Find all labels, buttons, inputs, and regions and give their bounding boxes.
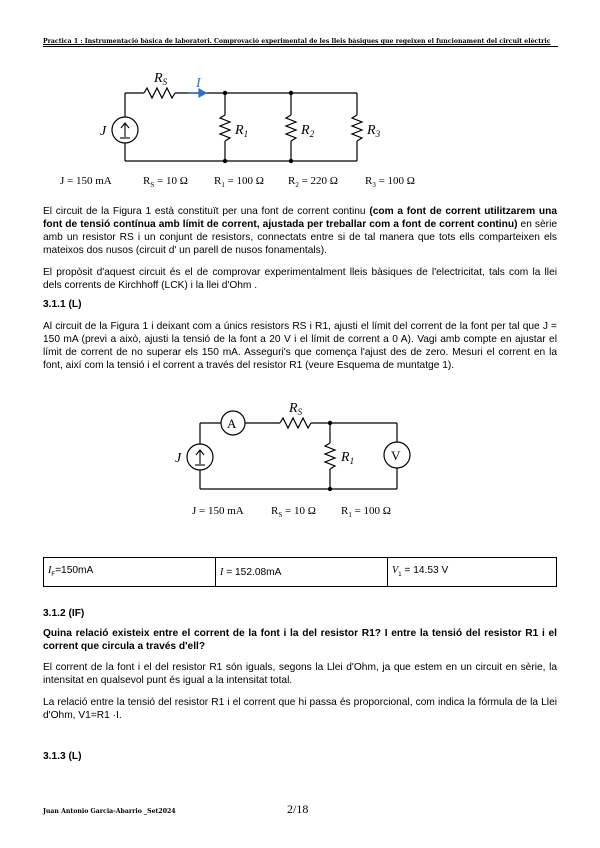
section-311-text: Al circuit de la Figura 1 i deixant com a únics resistors RS i R1, ajusti el límit del corrent de la font per tal que J = 150 mA (previ a això, ajusti la tensió de la font a 20 V i el límit de corrent a 0 A). Vagi amb compte en ajustar el límit de corrent de no superar els 150 mA. Asseguri's que comença l'ajust des de zero. Mesuri el corrent en la font, així com la tensió i el corrent a través del resistor R1 (veure Esquema de muntatge 1).	[43, 321, 557, 371]
fig1-caption-r3: $R_3 = 100$ Ω	[365, 175, 415, 190]
current-source-icon	[195, 450, 205, 465]
fig2-source-label: J	[175, 451, 182, 466]
intro-paragraph-1: El circuit de la Figura 1 està constituït per una font de corrent continu (com a font de corrent utilitzarem una font de tensió contínua amb límit de corrent, ajustada per treballar com a font de corrent continu) en sèrie amb un resistor RS i un conjunt de resistors, connectats entre si de tal manera que tots ells comparteixen els mateixos dos nusos (circuit d' un parell de nusos fonamentals).	[43, 206, 557, 256]
fig2-rs-label: $R_S$	[289, 401, 303, 417]
fig2-r1-label: $R_1$	[341, 450, 355, 466]
page-number: 2/18	[287, 802, 309, 816]
section-313-title: 3.1.3 (L)	[43, 751, 82, 762]
voltmeter-icon: V	[391, 448, 401, 463]
fig2-caption-j: J = 150 mA	[192, 505, 244, 517]
fig1-source-label: J	[100, 124, 107, 139]
fig1-caption-j: J = 150 mA	[60, 175, 112, 187]
fig1-caption-r2: $R_2 = 220$ Ω	[288, 175, 338, 190]
current-source-icon	[120, 123, 130, 138]
fig1-r1-label: $R_1$	[235, 123, 249, 139]
footer-author: Juan Antonio Garcia-Abarrio _Set2024	[43, 808, 176, 815]
header-rule	[43, 46, 558, 47]
fig1-caption-r1: $R_1 = 100$ Ω	[214, 175, 264, 190]
fig1-caption-rs: $R_S = 10$ Ω	[143, 175, 188, 190]
running-header: Practica 1 : Instrumentació bàsica de laboratori. Comprovació experimental de les lleis bàsiques que regeixen el funcionament del circuit elèctric	[43, 38, 551, 45]
fig1-r3-label: $R_3$	[367, 123, 381, 139]
table-row	[44, 558, 557, 587]
section-312-question: Quina relació existeix entre el corrent de la font i la del resistor R1? I entre la tensió del resistor R1 i el corrent que circula a través d'ell?	[43, 628, 557, 652]
fig1-r2-label: $R_2$	[301, 123, 315, 139]
figure-1-circuit	[95, 68, 395, 170]
section-311-title: 3.1.1 (L)	[43, 299, 82, 310]
measurement-source-current: $I_F=150mA$	[44, 558, 216, 587]
fig2-caption-r1: $R_1 = 100$ Ω	[341, 505, 391, 520]
measurement-r1-current: I = 152.08mA	[216, 558, 388, 587]
measurement-r1-voltage: $V_1 = 14.53$ V	[388, 558, 557, 587]
fig1-rs-label: $R_S$	[154, 71, 168, 87]
section-312-answer-1: El corrent de la font i el del resistor R1 són iguals, segons la Llei d'Ohm, ja que estem en un circuit en sèrie, la intensitat en qualsevol punt és igual a la intensitat total.	[43, 662, 557, 686]
measurement-table	[43, 557, 557, 587]
section-312-title: 3.1.2 (IF)	[43, 608, 85, 619]
section-312-answer-2: La relació entre la tensió del resistor R1 i el corrent que hi passa és proporcional, com indica la fórmula de la Llei d'Ohm, V1=R1 ·I.	[43, 697, 557, 721]
intro-paragraph-2: El propòsit d'aquest circuit és el de comprovar experimentalment lleis bàsiques de l'electricitat, tals com la llei dels corrents de Kirchhoff (LCK) i la llei d'Ohm .	[43, 267, 557, 291]
ammeter-icon: A	[227, 416, 237, 431]
fig1-current-label: I	[196, 76, 201, 91]
fig2-caption-rs: $R_S = 10$ Ω	[271, 505, 316, 520]
figure-2-circuit	[170, 398, 420, 498]
